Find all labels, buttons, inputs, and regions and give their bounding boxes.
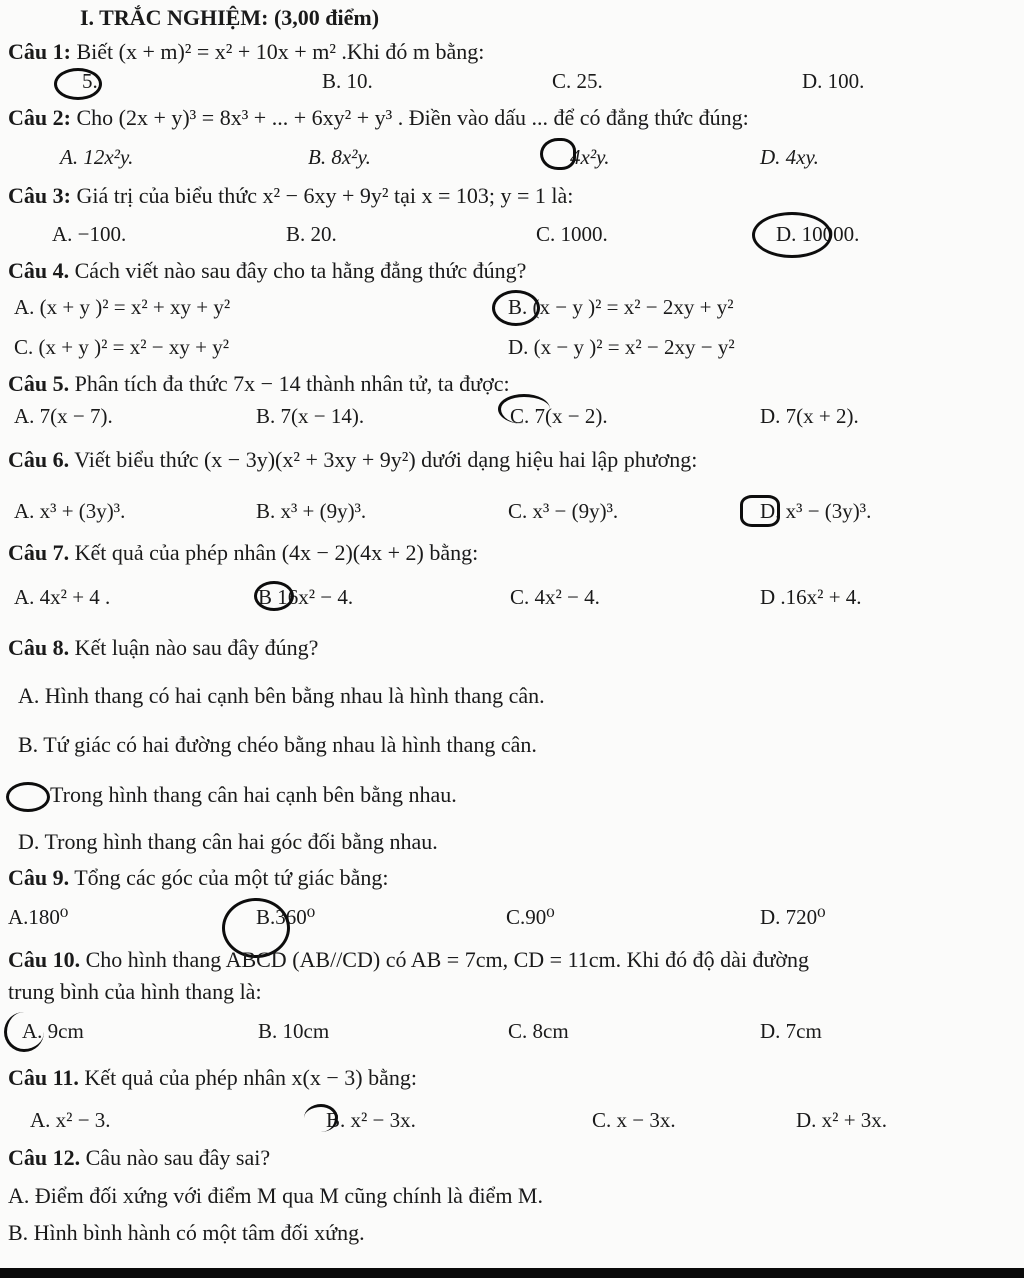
- option-d: D. 100.: [802, 69, 865, 93]
- option-a: A. Điểm đối xứng với điểm M qua M cũng chính là điểm M.: [8, 1183, 543, 1208]
- option-c: C.90⁰: [506, 905, 555, 929]
- option-b: B.360⁰: [256, 905, 316, 929]
- option-b: B. 10.: [322, 69, 373, 93]
- option-d: D .16x² + 4.: [760, 585, 862, 609]
- option-c: C. 4x² − 4.: [510, 585, 600, 609]
- question-10: Câu 10. Cho hình thang ABCD (AB//CD) có AB = 7cm, CD = 11cm. Khi đó độ dài đường: [8, 947, 810, 972]
- option-d: D. x³ − (3y)³.: [760, 499, 872, 523]
- question-3: Câu 3: Giá trị của biểu thức x² − 6xy + 9y² tại x = 103; y = 1 là:: [8, 183, 574, 208]
- option-b: B. x² − 3x.: [326, 1108, 416, 1132]
- option-a: A. 7(x − 7).: [14, 404, 113, 428]
- option-b: B. 10cm: [258, 1019, 330, 1043]
- option-a: A. −100.: [52, 222, 127, 246]
- option-d: D. 7(x + 2).: [760, 404, 859, 428]
- option-c: C. 1000.: [536, 222, 608, 246]
- question-4: Câu 4. Cách viết nào sau đây cho ta hằng đẳng thức đúng?: [8, 258, 527, 283]
- question-text: Cách viết nào sau đây cho ta hằng đẳng thức đúng?: [74, 258, 527, 283]
- question-text: Câu nào sau đây sai?: [85, 1145, 271, 1170]
- option-b: B. (x − y )² = x² − 2xy + y²: [508, 295, 734, 319]
- option-a: A. x² − 3.: [30, 1108, 111, 1132]
- question-12: Câu 12. Câu nào sau đây sai?: [8, 1145, 271, 1170]
- option-a: A. Hình thang có hai cạnh bên bằng nhau là hình thang cân.: [18, 683, 545, 708]
- option-c: C. x³ − (9y)³.: [508, 499, 619, 523]
- question-text: Biết (x + m)² = x² + 10x + m² .Khi đó m bằng:: [76, 39, 485, 64]
- option-b: B. 7(x − 14).: [256, 404, 365, 428]
- question-text: Cho (2x + y)³ = 8x³ + ... + 6xy² + y³ . Điền vào dấu ... để có đẳng thức đúng:: [76, 105, 749, 130]
- question-text: Giá trị của biểu thức x² − 6xy + 9y² tại x = 103; y = 1 là:: [76, 183, 574, 208]
- question-9: Câu 9. Tổng các góc của một tứ giác bằng:: [8, 865, 389, 890]
- question-6: Câu 6. Viết biểu thức (x − 3y)(x² + 3xy + 9y²) dưới dạng hiệu hai lập phương:: [8, 447, 698, 472]
- question-text: Kết quả của phép nhân (4x − 2)(4x + 2) bằng:: [74, 540, 479, 565]
- option-d: D. 720⁰: [760, 905, 826, 929]
- option-d: D. 10000.: [776, 222, 860, 246]
- page-edge: [0, 1268, 1024, 1278]
- question-text: Phân tích đa thức 7x − 14 thành nhân tử, ta được:: [74, 371, 510, 396]
- option-b: B. 8x²y.: [308, 145, 371, 169]
- option-d: D. Trong hình thang cân hai góc đối bằng nhau.: [18, 829, 438, 854]
- option-c: C. 8cm: [508, 1019, 569, 1043]
- question-7: Câu 7. Kết quả của phép nhân (4x − 2)(4x + 2) bằng:: [8, 540, 479, 565]
- option-b: B. 20.: [286, 222, 337, 246]
- section-title: I. TRẮC NGHIỆM: (3,00 điểm): [80, 5, 380, 30]
- option-c: C. x − 3x.: [592, 1108, 676, 1132]
- option-d: D. 7cm: [760, 1019, 822, 1043]
- question-2: Câu 2: Cho (2x + y)³ = 8x³ + ... + 6xy² + y³ . Điền vào dấu ... để có đẳng thức đúng:: [8, 105, 749, 130]
- option-b: B 16x² − 4.: [258, 585, 354, 609]
- option-c: Trong hình thang cân hai cạnh bên bằng nhau.: [50, 782, 457, 807]
- question-text: Kết quả của phép nhân x(x − 3) bằng:: [84, 1065, 417, 1090]
- option-b: B. Hình bình hành có một tâm đối xứng.: [8, 1220, 365, 1245]
- option-d: D. 4xy.: [760, 145, 819, 169]
- question-text: Cho hình thang ABCD (AB//CD) có AB = 7cm, CD = 11cm. Khi đó độ dài đường: [85, 947, 810, 972]
- option-c: C. 25.: [552, 69, 603, 93]
- option-c: C. (x + y )² = x² − xy + y²: [14, 335, 230, 359]
- option-a: A. 9cm: [22, 1019, 84, 1043]
- question-5: Câu 5. Phân tích đa thức 7x − 14 thành nhân tử, ta được:: [8, 371, 510, 396]
- option-d: D. x² + 3x.: [796, 1108, 888, 1132]
- option-a: A. (x + y )² = x² + xy + y²: [14, 295, 231, 319]
- option-a: A.180⁰: [8, 905, 69, 929]
- option-a: A. x³ + (3y)³.: [14, 499, 126, 523]
- question-text: Kết luận nào sau đây đúng?: [74, 635, 319, 660]
- option-a: A. 12x²y.: [60, 145, 134, 169]
- option-a: 5.: [82, 69, 98, 93]
- question-8: Câu 8. Kết luận nào sau đây đúng?: [8, 635, 319, 660]
- option-c: C. 7(x − 2).: [510, 404, 608, 428]
- question-10-continuation: trung bình của hình thang là:: [8, 979, 262, 1004]
- answer-mark: [6, 782, 50, 812]
- option-b: B. Tứ giác có hai đường chéo bằng nhau là hình thang cân.: [18, 732, 537, 757]
- question-text: Tổng các góc của một tứ giác bằng:: [74, 865, 389, 890]
- option-c: 4x²y.: [570, 145, 610, 169]
- question-11: Câu 11. Kết quả của phép nhân x(x − 3) bằng:: [8, 1065, 417, 1090]
- question-text: Viết biểu thức (x − 3y)(x² + 3xy + 9y²) dưới dạng hiệu hai lập phương:: [74, 447, 698, 472]
- question-1: Câu 1: Biết (x + m)² = x² + 10x + m² .Khi đó m bằng:: [8, 39, 485, 64]
- option-d: D. (x − y )² = x² − 2xy − y²: [508, 335, 735, 359]
- option-b: B. x³ + (9y)³.: [256, 499, 367, 523]
- option-a: A. 4x² + 4 .: [14, 585, 111, 609]
